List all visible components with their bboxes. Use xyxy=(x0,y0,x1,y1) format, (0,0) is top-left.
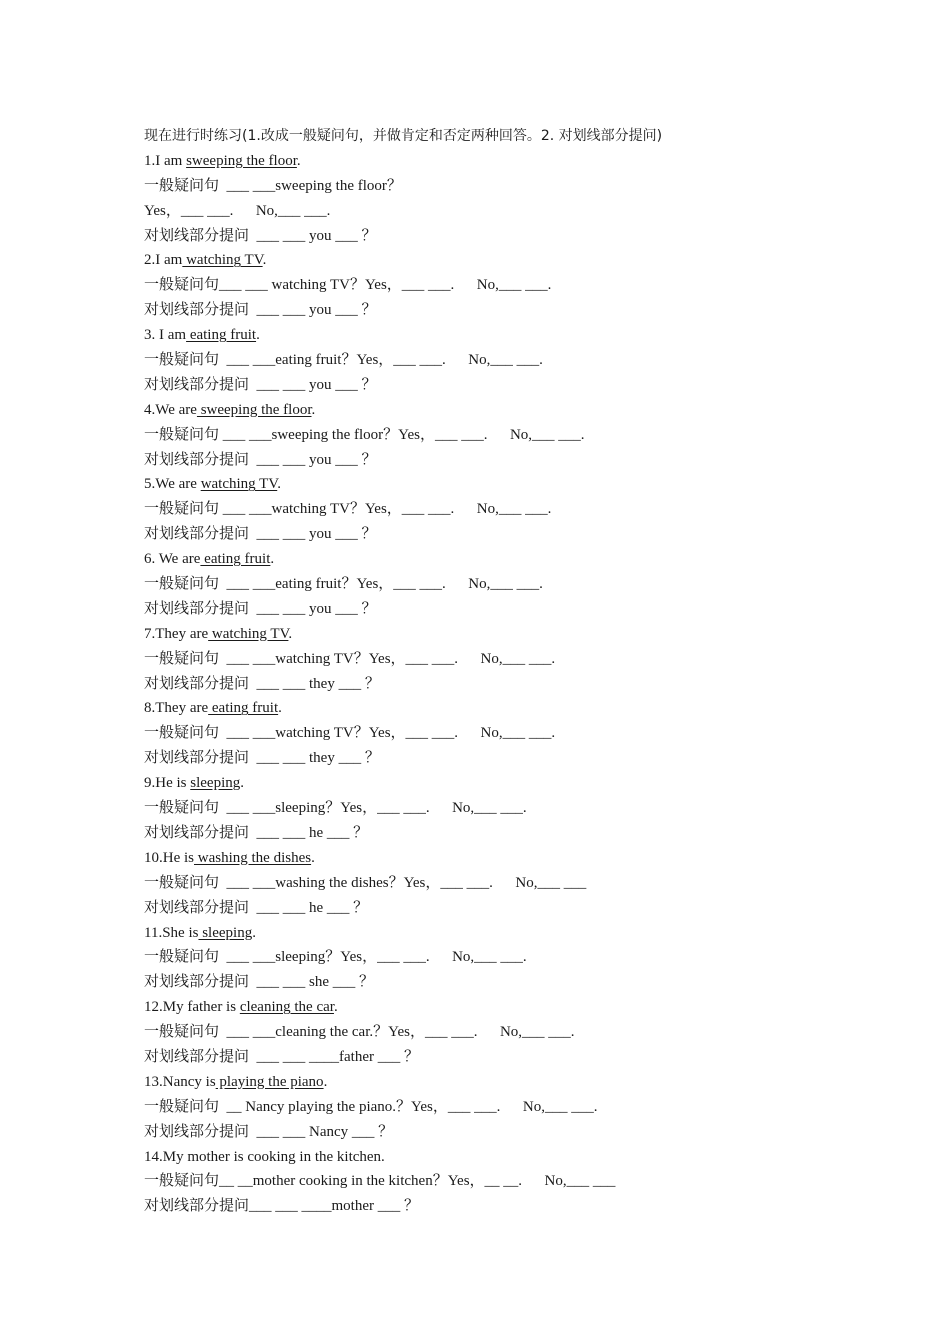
question-9-special: 对划线部分提问 ___ ___ he ___ ？ xyxy=(144,824,369,841)
sentence-prefix: 6. We are xyxy=(144,551,201,568)
question-9-general: 一般疑问句 ___ ___sleeping？Yes，___ ___. No,___ ___. xyxy=(144,800,527,817)
question-1-general: 一般疑问句 ___ ___sweeping the floor？ xyxy=(144,177,402,194)
sentence-suffix: . xyxy=(311,849,315,866)
question-10-sentence xyxy=(144,846,844,871)
question-3-special: 对划线部分提问 ___ ___ you ___ ？ xyxy=(144,376,377,393)
question-11-general: 一般疑问句 ___ ___sleeping？Yes，___ ___. No,___ ___. xyxy=(144,949,527,966)
sentence-prefix: 13.Nancy is xyxy=(144,1073,216,1090)
question-5-general: 一般疑问句 ___ ___watching TV？Yes，___ ___. No,___ ___. xyxy=(144,501,552,518)
underlined-phrase: eating fruit xyxy=(200,551,271,568)
question-1-answers: Yes，___ ___. No,___ ___. xyxy=(144,202,331,219)
question-11-special: 对划线部分提问 ___ ___ she ___ ？ xyxy=(144,974,374,991)
question-2-sentence xyxy=(144,248,844,273)
question-8-general: 一般疑问句 ___ ___watching TV？Yes，___ ___. No,___ ___. xyxy=(144,725,556,742)
sentence-prefix: 5.We are xyxy=(144,476,201,493)
sentence-prefix: 4.We are xyxy=(144,401,197,418)
worksheet xyxy=(144,124,844,1219)
sentence-suffix: . xyxy=(323,1073,328,1090)
underlined-phrase: sweeping the floor xyxy=(196,401,312,418)
sentence-suffix: . xyxy=(240,775,244,792)
sentence-suffix: . xyxy=(277,476,281,493)
worksheet-title: 现在进行时练习(1.改成一般疑问句，并做肯定和否定两种回答。2. 对划线部分提问) xyxy=(144,128,663,144)
question-13-special: 对划线部分提问 ___ ___ Nancy ___ ？ xyxy=(144,1123,394,1140)
sentence-prefix: 1.I am xyxy=(144,152,187,169)
sentence-prefix: 10.He is xyxy=(144,849,194,866)
question-13-sentence xyxy=(144,1070,844,1095)
question-14-sentence xyxy=(144,1145,844,1170)
question-1-sentence xyxy=(144,149,844,174)
sentence-suffix: . xyxy=(288,625,293,642)
question-3-sentence xyxy=(144,323,844,348)
sentence-prefix: 3. I am xyxy=(144,327,187,344)
question-7-sentence xyxy=(144,622,844,647)
underlined-phrase: cleaning the car xyxy=(239,999,334,1016)
sentence-prefix: 7.They are xyxy=(144,625,209,642)
sentence-prefix: 11.She is xyxy=(144,924,199,941)
question-14-special: 对划线部分提问___ ___ ____mother ___ ？ xyxy=(144,1198,419,1215)
question-8-special: 对划线部分提问 ___ ___ they ___ ？ xyxy=(144,750,380,767)
sentence-suffix: . xyxy=(278,700,282,717)
question-11-sentence xyxy=(144,921,844,946)
question-12-special: 对划线部分提问 ___ ___ ____father ___ ？ xyxy=(144,1048,419,1065)
underlined-phrase: watching TV xyxy=(182,252,263,269)
question-14-general: 一般疑问句__ __mother cooking in the kitchen？Yes，__ __. No,___ ___ xyxy=(144,1173,616,1190)
question-12-sentence xyxy=(144,995,844,1020)
question-6-special: 对划线部分提问 ___ ___ you ___ ？ xyxy=(144,600,377,617)
underlined-phrase: watching TV xyxy=(208,625,289,642)
question-5-sentence xyxy=(144,472,844,497)
question-4-sentence xyxy=(144,398,844,423)
sentence-prefix: 8.They are xyxy=(144,700,209,717)
question-8-sentence xyxy=(144,696,844,721)
question-2-general: 一般疑问句___ ___ watching TV？Yes，___ ___. No,___ ___. xyxy=(144,277,552,294)
question-7-special: 对划线部分提问 ___ ___ they ___ ？ xyxy=(144,675,380,692)
sentence-suffix: . xyxy=(311,401,316,418)
question-10-general: 一般疑问句 ___ ___washing the dishes？Yes，___ ___. No,___ ___ xyxy=(144,874,587,891)
sentence-prefix: 2.I am xyxy=(144,252,183,269)
sentence-suffix: . xyxy=(262,252,267,269)
question-5-special: 对划线部分提问 ___ ___ you ___ ？ xyxy=(144,526,377,543)
sentence-prefix: 12.My father is xyxy=(144,999,240,1016)
question-6-general: 一般疑问句 ___ ___eating fruit？Yes，___ ___. No,___ ___. xyxy=(144,576,543,593)
question-4-general: 一般疑问句 ___ ___sweeping the floor？Yes，___ ___. No,___ ___. xyxy=(144,426,585,443)
underlined-phrase: eating fruit xyxy=(208,700,279,717)
sentence-suffix: . xyxy=(270,551,275,568)
sentence-prefix: 9.He is xyxy=(144,775,191,792)
underlined-phrase: watching TV xyxy=(200,476,278,493)
sentence-suffix: . xyxy=(252,924,256,941)
question-2-special: 对划线部分提问 ___ ___ you ___ ？ xyxy=(144,302,377,319)
underlined-phrase: sleeping xyxy=(198,924,253,941)
underlined-phrase: playing the piano xyxy=(215,1073,324,1090)
question-1-special: 对划线部分提问 ___ ___ you ___ ？ xyxy=(144,227,377,244)
question-3-general: 一般疑问句 ___ ___eating fruit？Yes，___ ___. No,___ ___. xyxy=(144,352,543,369)
question-4-special: 对划线部分提问 ___ ___ you ___ ？ xyxy=(144,451,377,468)
question-9-sentence xyxy=(144,771,844,796)
underlined-phrase: sweeping the floor xyxy=(186,152,297,169)
question-7-general: 一般疑问句 ___ ___watching TV？Yes，___ ___. No,___ ___. xyxy=(144,650,556,667)
question-10-special: 对划线部分提问 ___ ___ he ___ ？ xyxy=(144,899,369,916)
question-13-general: 一般疑问句 __ Nancy playing the piano.？Yes，___ ___. No,___ ___. xyxy=(144,1098,598,1115)
question-6-sentence xyxy=(144,547,844,572)
sentence-suffix: . xyxy=(256,327,260,344)
underlined-phrase: sleeping xyxy=(190,775,241,792)
question-12-general: 一般疑问句 ___ ___cleaning the car.？Yes，___ ___. No,___ ___. xyxy=(144,1024,575,1041)
underlined-phrase: eating fruit xyxy=(186,327,257,344)
underlined-phrase: washing the dishes xyxy=(194,849,312,866)
sentence-suffix: . xyxy=(296,152,301,169)
sentence-prefix: 14.My mother is cooking in the kitchen. xyxy=(144,1148,385,1165)
sentence-suffix: . xyxy=(333,999,338,1016)
